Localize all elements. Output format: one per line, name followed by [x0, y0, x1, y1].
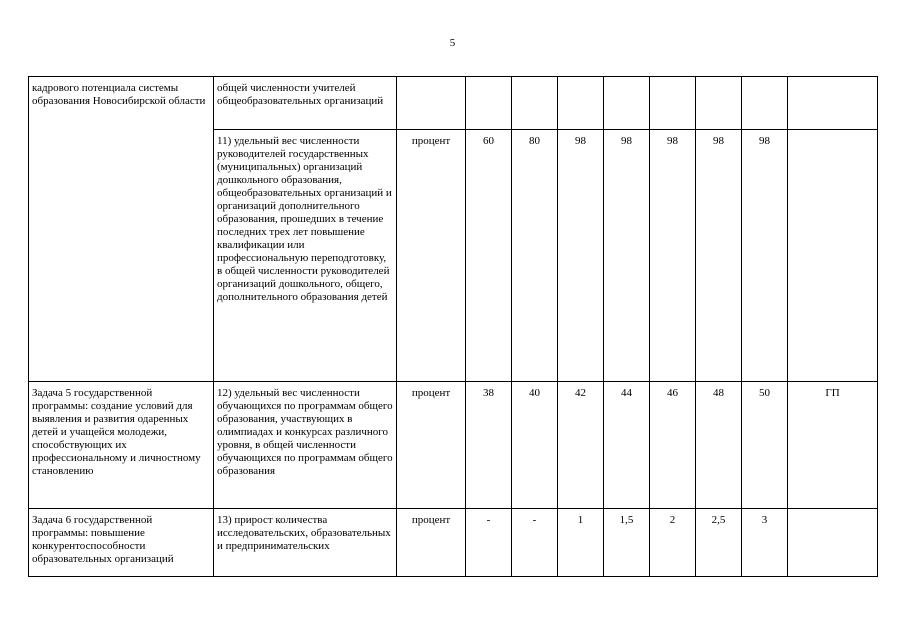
- value-cell: [558, 77, 604, 130]
- task-cell: кадрового потенциала системы образования Новосибирской области: [29, 77, 214, 382]
- value-cell: [466, 77, 512, 130]
- value-cell: [742, 77, 788, 130]
- value-cell: 98: [604, 130, 650, 382]
- value-cell: 60: [466, 130, 512, 382]
- value-cell: 50: [742, 382, 788, 509]
- value-cell: 42: [558, 382, 604, 509]
- value-cell: 2,5: [696, 509, 742, 577]
- indicator-cell: 13) прирост количества исследовательских, образовательных и предпринимательских: [214, 509, 397, 577]
- value-cell: 2: [650, 509, 696, 577]
- indicators-table: [28, 76, 878, 577]
- table-row: [29, 382, 878, 509]
- value-cell: 44: [604, 382, 650, 509]
- indicator-cell: общей численности учителей общеобразовательных организаций: [214, 77, 397, 130]
- value-cell: 48: [696, 382, 742, 509]
- value-cell: 98: [558, 130, 604, 382]
- value-cell: 98: [696, 130, 742, 382]
- page-number: 5: [449, 37, 456, 49]
- indicator-cell: 11) удельный вес численности руководителей государственных (муниципальных) организаций дошкольного образования, общеобразовательных организаций и организаций дополнительного образования, прошедших в течение последних трех лет повышение квалификации или профессиональную переподготовку, в общей численности руководителей организаций дошкольного, общего, дополнительного образования детей: [214, 130, 397, 382]
- value-cell: 40: [512, 382, 558, 509]
- value-cell: [650, 77, 696, 130]
- value-cell: [696, 77, 742, 130]
- unit-cell: [397, 77, 466, 130]
- value-cell: 38: [466, 382, 512, 509]
- indicator-cell: 12) удельный вес численности обучающихся по программам общего образования, участвующих в олимпиадах и конкурсах различного уровня, в общей численности обучающихся по программам общего образования: [214, 382, 397, 509]
- value-cell: 98: [742, 130, 788, 382]
- source-cell: [788, 77, 878, 130]
- value-cell: 1,5: [604, 509, 650, 577]
- unit-cell: процент: [397, 130, 466, 382]
- value-cell: 1: [558, 509, 604, 577]
- value-cell: [604, 77, 650, 130]
- source-cell: [788, 130, 878, 382]
- value-cell: [512, 77, 558, 130]
- value-cell: -: [512, 509, 558, 577]
- value-cell: 46: [650, 382, 696, 509]
- unit-cell: процент: [397, 509, 466, 577]
- value-cell: 80: [512, 130, 558, 382]
- table-row: [29, 509, 878, 577]
- source-cell: ГП: [788, 382, 878, 509]
- table-row: [29, 77, 878, 130]
- value-cell: 98: [650, 130, 696, 382]
- value-cell: -: [466, 509, 512, 577]
- unit-cell: процент: [397, 382, 466, 509]
- task-cell: Задача 6 государственной программы: повышение конкурентоспособности образовательных организаций: [29, 509, 214, 577]
- source-cell: [788, 509, 878, 577]
- task-cell: Задача 5 государственной программы: создание условий для выявления и развития одаренных детей и учащейся молодежи, способствующих их профессиональному и личностному становлению: [29, 382, 214, 509]
- value-cell: 3: [742, 509, 788, 577]
